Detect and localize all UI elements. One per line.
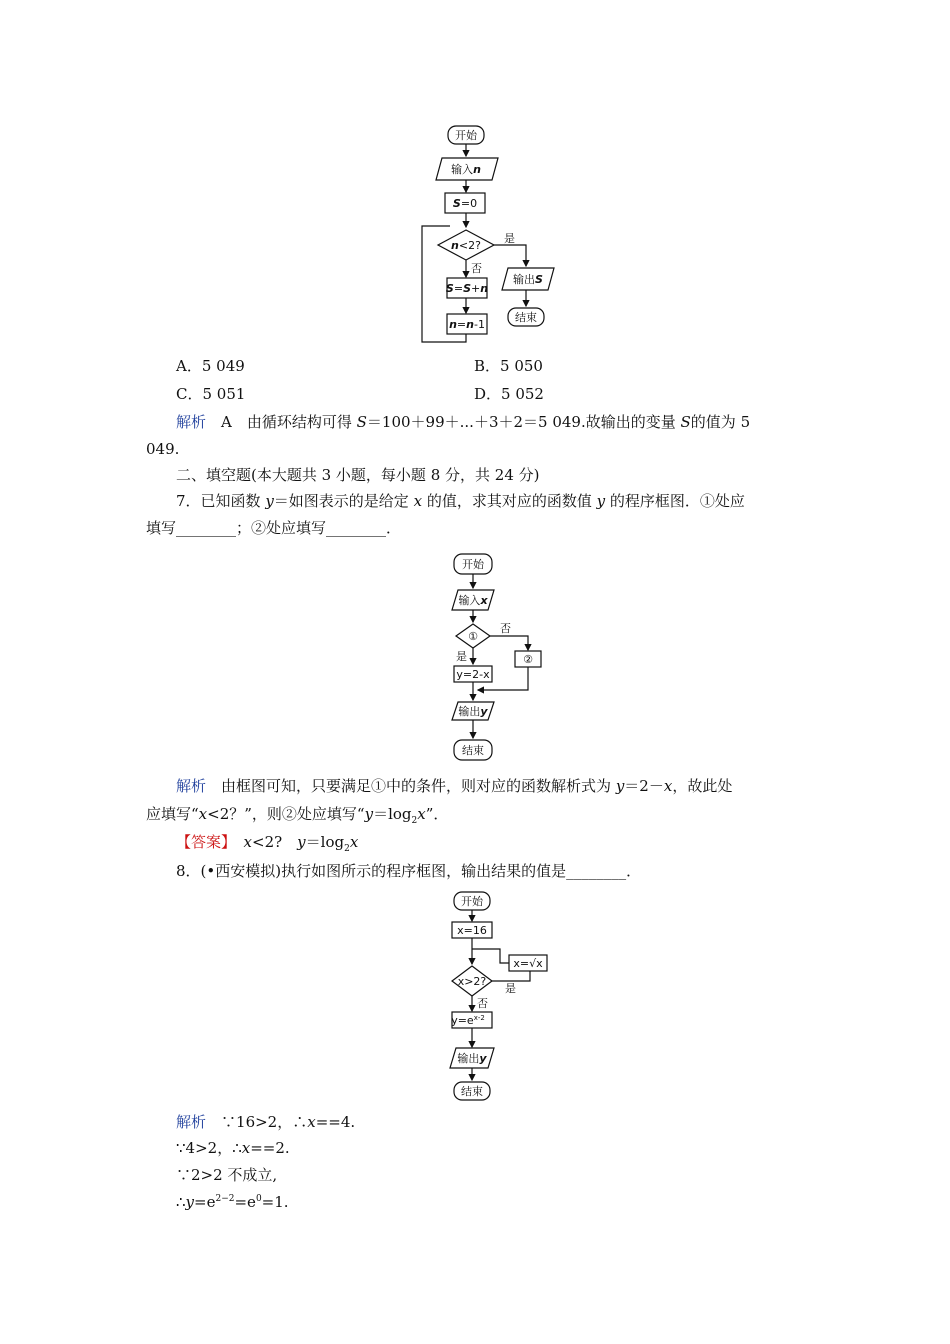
flow1-yes-label: 是 — [504, 232, 515, 245]
q8-analysis-line3: ∵2>2 不成立, — [176, 1166, 278, 1184]
flow2-no-label: 否 — [500, 622, 511, 635]
q7-stem-line2: 填写________；②处应填写________． — [146, 519, 402, 537]
flow3-assign-text: $y=e^{x-2}$ — [451, 1014, 485, 1027]
q7-analysis-line2: 应填写“x<2？”，则②处应填写“$y=\log_2x$”． — [146, 805, 449, 826]
flow2-output-text: 输出y — [458, 705, 488, 718]
q8-stem: 8．(•西安模拟)执行如图所示的程序框图，输出结果的值是________． — [176, 862, 642, 880]
q7-analysis-line1: 解析 由框图可知，只要满足①中的条件，则对应的函数解析式为 y＝2－x，故此处 — [176, 777, 733, 795]
flow3-yes-label: 是 — [505, 982, 516, 995]
flow3-loop-text: x=√x — [513, 957, 543, 970]
flow2-yes-label: 是 — [456, 650, 467, 663]
flow1-sum-text: S=S+n — [445, 282, 489, 295]
analysis-label: 解析 — [176, 777, 207, 795]
q7-answer-line: 【答案】 x<2? $y=\log_2x$ — [176, 833, 359, 854]
flow1-output-text: 输出S — [513, 273, 543, 286]
flow1-cond-text: n<2? — [451, 239, 481, 252]
flow3-cond-text: x>2? — [457, 975, 487, 988]
option-b: B．5 050 — [474, 357, 543, 375]
section-heading: 二、填空题(本大题共 3 小题，每小题 8 分，共 24 分) — [176, 466, 540, 484]
flow1-init-text: S=0 — [452, 197, 478, 210]
flow2-start-text: 开始 — [462, 558, 484, 571]
flow1-input-text: 输入n — [451, 163, 481, 176]
answer-label: 【答案】 — [176, 833, 229, 851]
q7-stem-line1: 7．已知函数 y＝如图表示的是给定 x 的值，求其对应的函数值 y 的程序框图．①处应 — [176, 492, 745, 510]
flow1-no-label: 否 — [471, 262, 482, 275]
flowchart-sum-loop — [400, 120, 580, 352]
flow2-input-text: 输入x — [458, 594, 488, 607]
flowchart-piecewise — [440, 548, 560, 770]
flow1-decrement-text: n=n-1 — [449, 318, 485, 331]
option-a: A．5 049 — [176, 357, 245, 375]
q6-analysis-line1: 解析 A 由循环结构可得 S＝100＋99＋...＋3＋2＝5 049.故输出的变量 S的值为 5 — [176, 413, 751, 431]
flowchart-sqrt-loop — [430, 886, 570, 1108]
flow2-end-text: 结束 — [462, 744, 484, 757]
q6-analysis-line2: 049. — [146, 440, 180, 458]
q8-analysis-line1: 解析 ∵16>2，∴x==4. — [176, 1113, 356, 1131]
flow3-start-text: 开始 — [461, 895, 483, 908]
flow3-init-text: x=16 — [457, 924, 487, 937]
flow2-box2-text: ② — [523, 653, 533, 666]
analysis-label: 解析 — [176, 413, 207, 431]
option-d: D．5 052 — [474, 385, 544, 403]
flow2-assign-text: y=2-x — [456, 668, 490, 681]
flow2-cond-text: ① — [468, 630, 478, 643]
flow3-output-text: 输出y — [457, 1052, 487, 1065]
analysis-label: 解析 — [176, 1113, 207, 1131]
flow3-end-text: 结束 — [461, 1085, 483, 1098]
option-c: C．5 051 — [176, 385, 246, 403]
q8-analysis-line4: $\therefore y=e^{2-2}=e^0=1$. — [176, 1193, 289, 1211]
q8-analysis-line2: ∵4>2，∴x==2. — [176, 1139, 290, 1157]
flow1-start-text: 开始 — [455, 129, 477, 142]
flow3-no-label: 否 — [477, 997, 488, 1010]
flow1-end-text: 结束 — [515, 311, 537, 324]
